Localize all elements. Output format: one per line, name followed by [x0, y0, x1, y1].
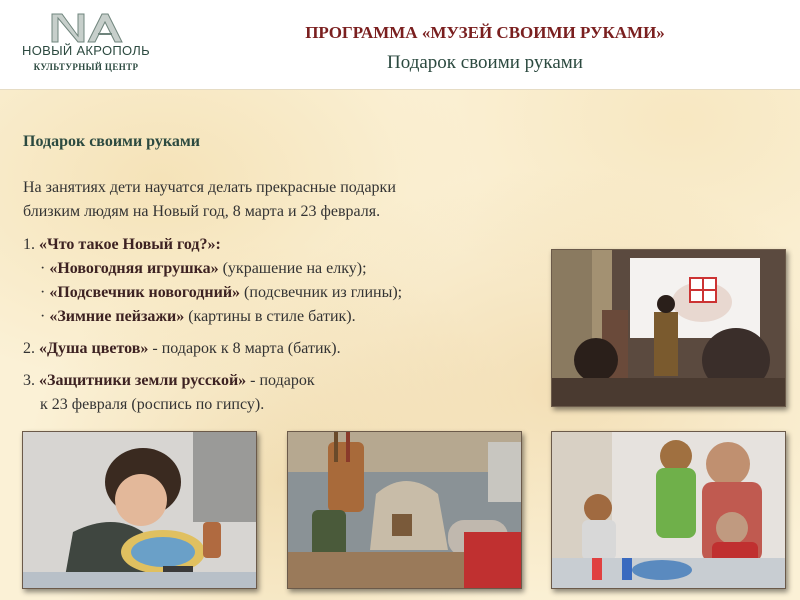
sub-item-title: «Подсвечник новогодний»	[49, 284, 241, 301]
item-number: 1.	[23, 236, 39, 253]
item-desc: - подарок к 8 марта (батик).	[148, 340, 341, 357]
sub-item-desc: (украшение на елку);	[218, 260, 367, 277]
presentation-image	[552, 250, 785, 406]
program-title: ПРОГРАММА «МУЗЕЙ СВОИМИ РУКАМИ»	[305, 23, 665, 42]
item-number: 3.	[23, 372, 39, 389]
list-item	[23, 369, 543, 393]
children-painting-class-image	[552, 432, 785, 588]
header	[0, 0, 800, 90]
item-number: 2.	[23, 340, 39, 357]
sub-item	[23, 305, 543, 329]
program-list	[23, 233, 543, 417]
sub-item-title: «Новогодняя игрушка»	[49, 260, 219, 277]
sub-item	[23, 281, 543, 305]
logo	[22, 10, 150, 76]
list-item	[23, 233, 543, 257]
logo-emblem-icon	[48, 10, 124, 44]
sub-item	[23, 257, 543, 281]
child-painting-image	[23, 432, 256, 588]
list-item-continuation: к 23 февраля (роспись по гипсу).	[40, 396, 265, 413]
section-heading: Подарок своими руками	[23, 133, 200, 150]
item-title: «Что такое Новый год?»:	[39, 236, 221, 253]
logo-name: НОВЫЙ АКРОПОЛЬ	[22, 43, 150, 58]
clay-candlestick-image	[288, 432, 521, 588]
bullet: ·	[40, 260, 50, 277]
intro-text	[23, 176, 523, 224]
sub-item-desc: (картины в стиле батик).	[184, 308, 356, 325]
bullet: ·	[40, 284, 50, 301]
intro-line: На занятиях дети научатся делать прекрасные подарки	[23, 179, 396, 196]
clay-candlestick-photo	[287, 431, 522, 589]
bullet: ·	[40, 308, 50, 325]
item-title: «Защитники земли русской»	[39, 372, 247, 389]
sub-item-desc: (подсвечник из глины);	[240, 284, 403, 301]
child-painting-photo	[22, 431, 257, 589]
sub-item-title: «Зимние пейзажи»	[49, 308, 185, 325]
logo-subtitle: КУЛЬТУРНЫЙ ЦЕНТР	[33, 62, 139, 72]
children-painting-class-photo	[551, 431, 786, 589]
program-subtitle: Подарок своими руками	[387, 52, 583, 73]
list-item	[23, 337, 543, 361]
item-desc: - подарок	[246, 372, 315, 389]
intro-line: близким людям на Новый год, 8 марта и 23 февраля.	[23, 203, 381, 220]
presentation-photo	[551, 249, 786, 407]
item-title: «Душа цветов»	[39, 340, 149, 357]
